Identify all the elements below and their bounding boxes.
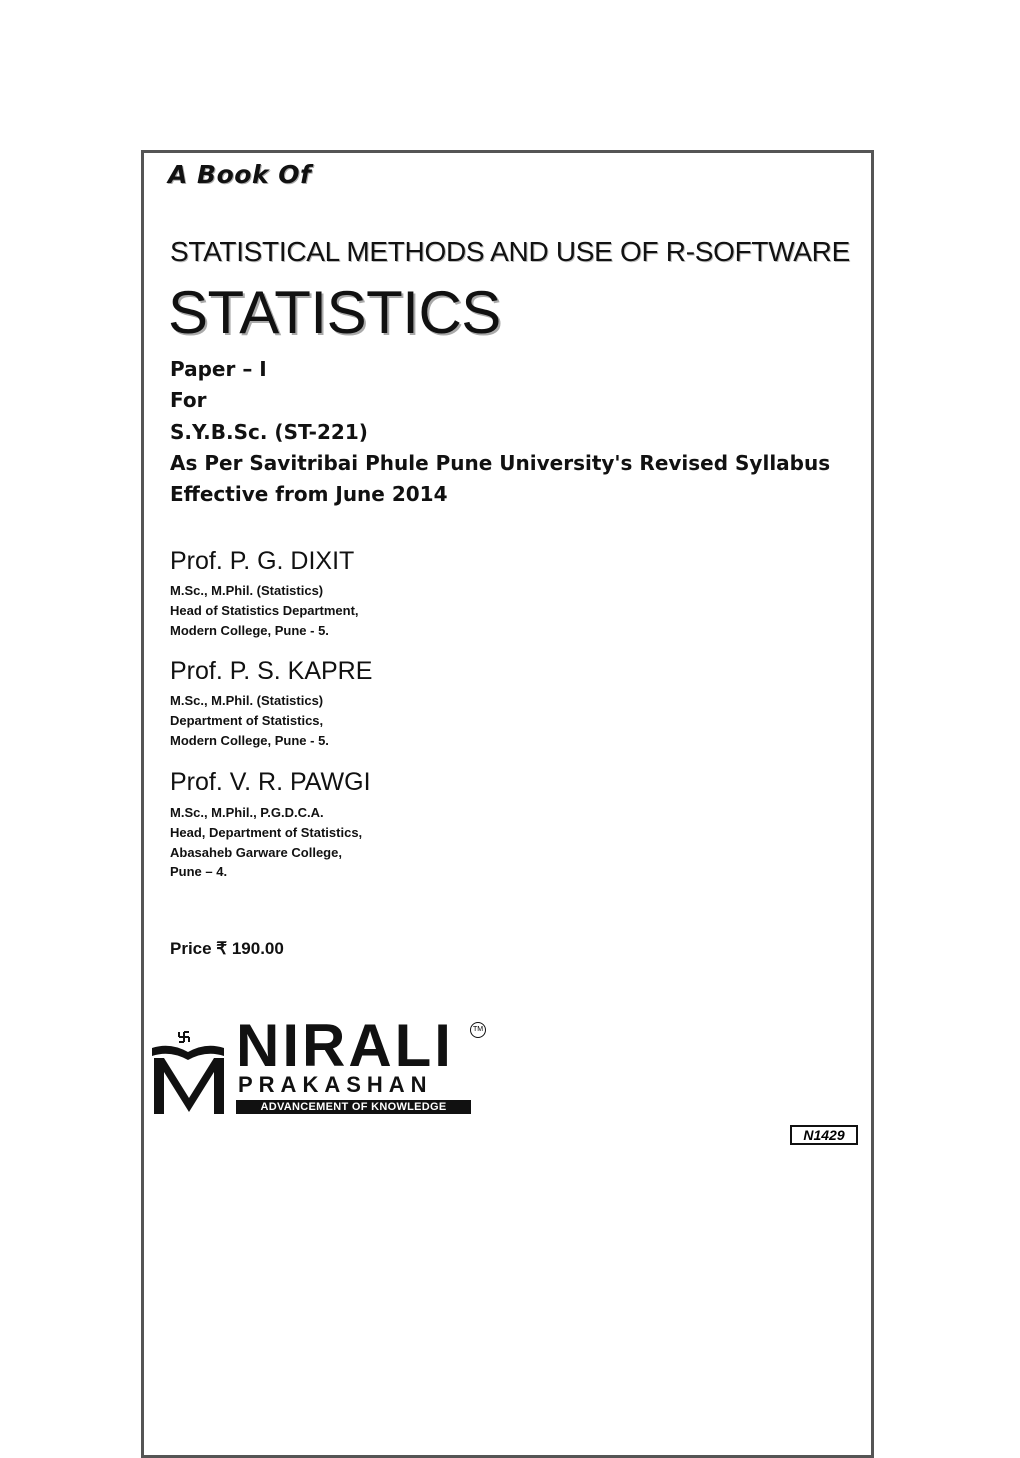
price-label: Price ₹ 190.00: [170, 939, 284, 958]
for-label: For: [170, 388, 207, 412]
author-name: Prof. V. R. PAWGI: [170, 768, 371, 796]
author-institution: Modern College, Pune - 5.: [170, 733, 329, 748]
paper-label: Paper – I: [170, 357, 267, 381]
author-position: Head, Department of Statistics,: [170, 825, 363, 840]
book-emblem-icon: [148, 1028, 232, 1116]
author-name: Prof. P. G. DIXIT: [170, 547, 355, 575]
author-qualification: M.Sc., M.Phil., P.G.D.C.A.: [170, 805, 324, 820]
effective-label: Effective from June 2014: [170, 482, 448, 506]
book-subtitle: STATISTICAL METHODS AND USE OF R-SOFTWARE: [170, 236, 850, 267]
author-institution: Abasaheb Garware College,: [170, 845, 342, 860]
author-position: Head of Statistics Department,: [170, 603, 359, 618]
author-name: Prof. P. S. KAPRE: [170, 657, 373, 685]
author-institution: Modern College, Pune - 5.: [170, 623, 329, 638]
publisher-tagline: ADVANCEMENT OF KNOWLEDGE: [236, 1100, 471, 1114]
author-qualification: M.Sc., M.Phil. (Statistics): [170, 583, 324, 598]
author-qualification: M.Sc., M.Phil. (Statistics): [170, 693, 324, 708]
book-of-label: A Book Of: [168, 160, 312, 189]
publisher-subname: PRAKASHAN: [238, 1072, 433, 1097]
trademark-mark: TM: [470, 1022, 486, 1038]
publisher-name: NIRALI: [236, 1012, 454, 1079]
syllabus-label: As Per Savitribai Phule Pune University's Revised Syllabus: [170, 451, 831, 475]
publisher-logo: [148, 1012, 488, 1117]
book-title: STATISTICS: [168, 279, 501, 346]
course-label: S.Y.B.Sc. (ST-221): [170, 420, 368, 444]
book-code: N1429: [790, 1125, 858, 1145]
author-city: Pune – 4.: [170, 864, 228, 879]
author-position: Department of Statistics,: [170, 713, 324, 728]
